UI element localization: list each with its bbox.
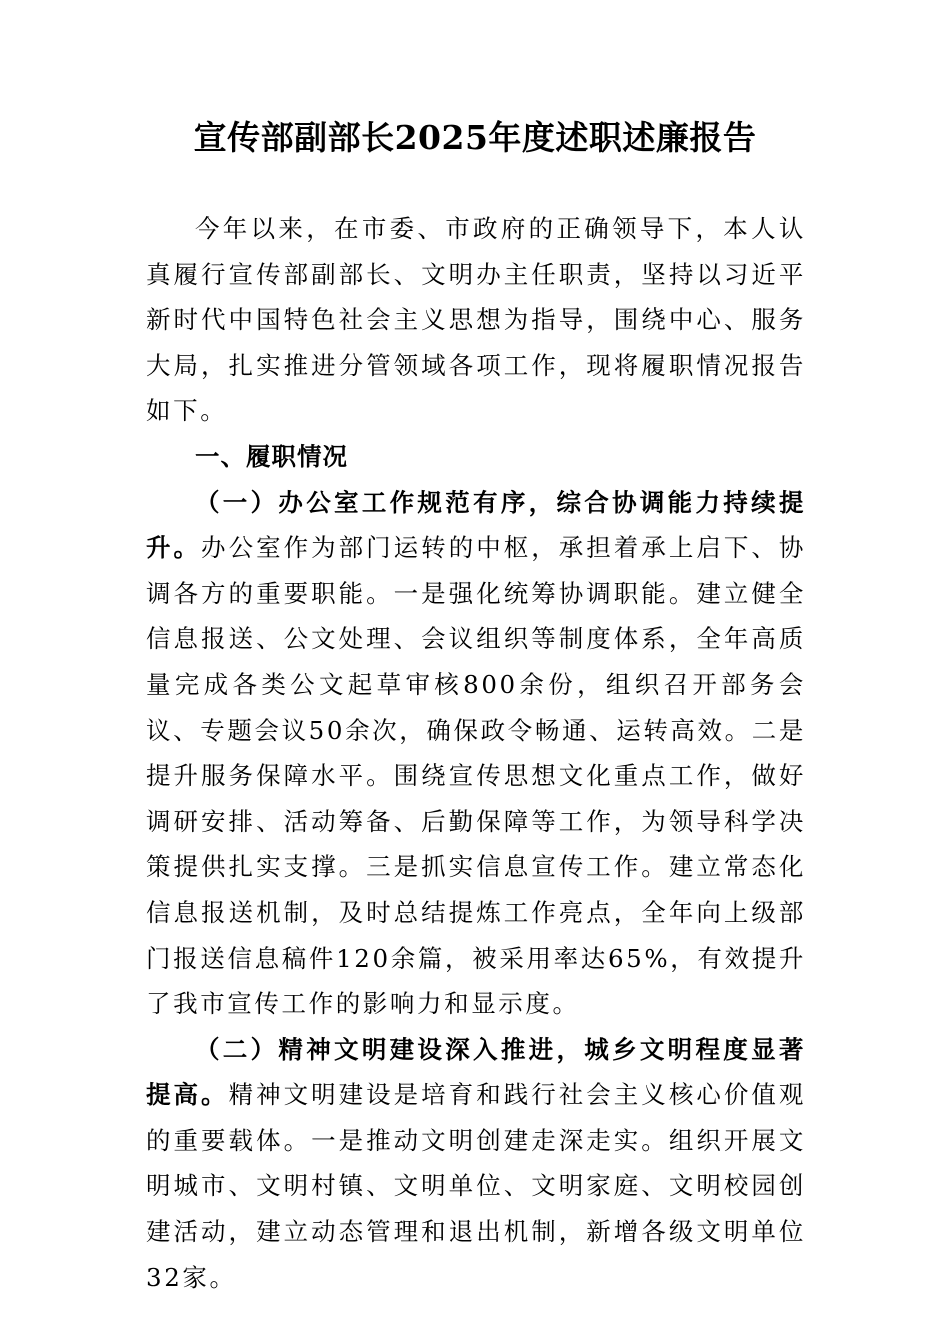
- item-2-text: 精神文明建设是培育和践行社会主义核心价值观的重要载体。一是推动文明创建走深走实。组织开展文明城市、文明村镇、文明单位、文明家庭、文明校园创建活动，建立动态管理和退出机制，新增各级文明单位32家。: [146, 1080, 806, 1292]
- paragraph-office-work: [146, 480, 806, 1027]
- item-2-lead: （二）精神文明建设深入推进，城乡文明程度显著提高。: [146, 1034, 806, 1110]
- section-heading-performance: 一、履职情况: [195, 441, 348, 471]
- document-title: 宣传部副部长2025年度述职述廉报告: [193, 118, 757, 157]
- item-1-text: 办公室作为部门运转的中枢，承担着承上启下、协调各方的重要职能。一是强化统筹协调职能。建立健全信息报送、公文处理、会议组织等制度体系，全年高质量完成各类公文起草审核800余份，组织召开部务会议、专题会议50余次，确保政令畅通、运转高效。二是提升服务保障水平。围绕宣传思想文化重点工作，做好调研安排、活动筹备、后勤保障等工作，为领导科学决策提供扎实支撑。三是抓实信息宣传工作。建立常态化信息报送机制，及时总结提炼工作亮点，全年向上级部门报送信息稿件120余篇，被采用率达65%，有效提升了我市宣传工作的影响力和显示度。: [146, 533, 807, 1019]
- item-1-lead: （一）办公室工作规范有序，综合协调能力持续提升。: [146, 487, 806, 563]
- intro-paragraph: 今年以来，在市委、市政府的正确领导下，本人认真履行宣传部副部长、文明办主任职责，坚持以习近平新时代中国特色社会主义思想为指导，围绕中心、服务大局，扎实推进分管领域各项工作，现将履职情况报告如下。: [146, 214, 806, 426]
- paragraph-civilization-building: [146, 1027, 806, 1301]
- document-body: [146, 206, 806, 1300]
